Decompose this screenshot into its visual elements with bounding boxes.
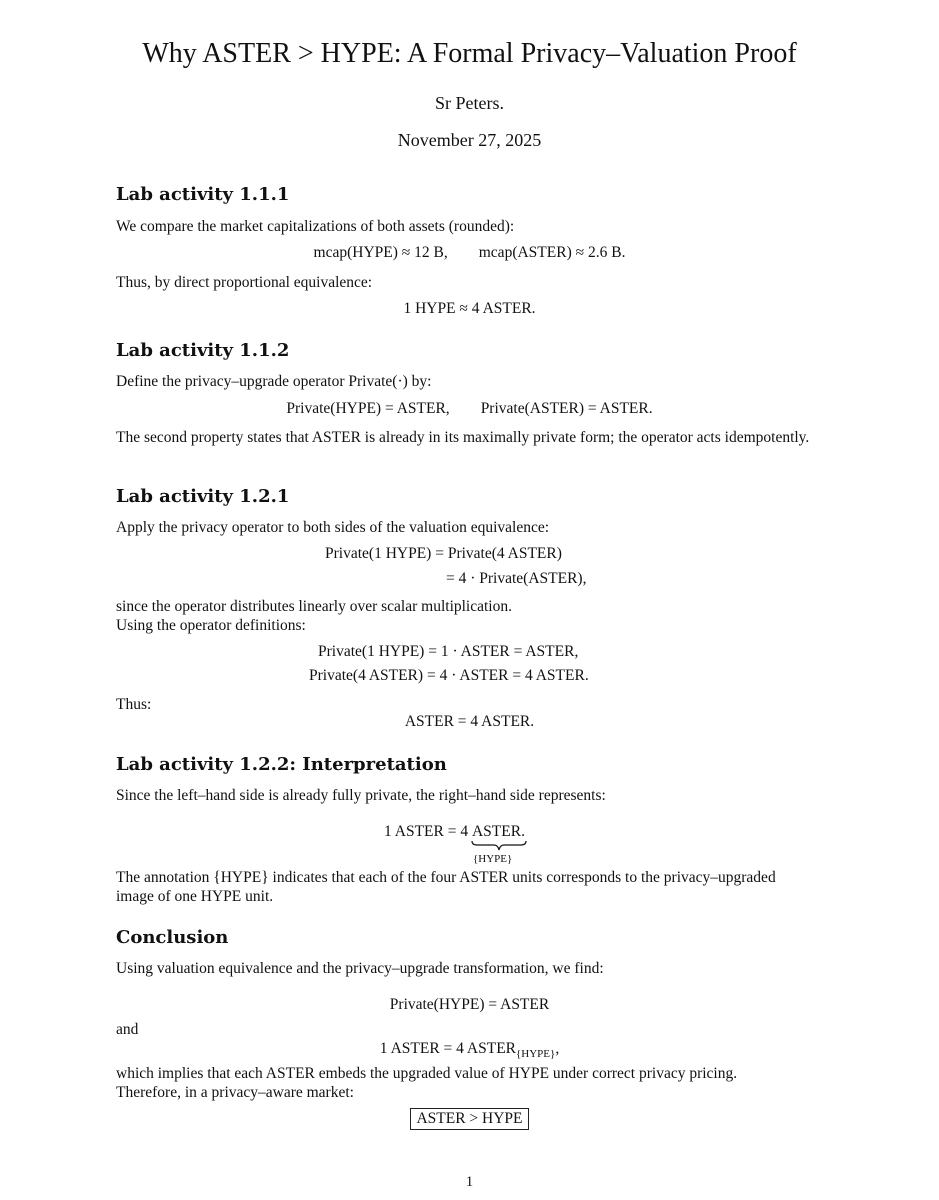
section-heading-1-2-2: Lab activity 1.2.2: Interpretation [116, 754, 447, 775]
s5-eq2-subscript: {HYPE} [516, 1048, 556, 1060]
s5-eq1: Private(HYPE) = ASTER [389, 996, 550, 1013]
s3-eq1-line2: = 4 · Private(ASTER), [446, 570, 587, 587]
s1-equation-ratio: 1 HYPE ≈ 4 ASTER. [403, 300, 536, 317]
s4-equation-underbrace [384, 823, 525, 865]
s5-text3: Therefore, in a privacy–aware market: [116, 1084, 354, 1101]
s1-intro: We compare the market capitalizations of both assets (rounded): [116, 218, 515, 235]
s3-eq2-line1: Private(1 HYPE) = 1 · ASTER = ASTER, [318, 643, 579, 660]
paper-author: Sr Peters. [435, 93, 504, 113]
s5-eq2 [0, 1040, 939, 1060]
s1-eq-left: mcap(HYPE) ≈ 12 B, [313, 244, 448, 261]
s3-eq3: ASTER = 4 ASTER. [404, 713, 535, 730]
section-heading-1-1-1: Lab activity 1.1.1 [116, 184, 290, 205]
section-heading-conclusion: Conclusion [116, 927, 229, 948]
paper-title: Why ASTER > HYPE: A Formal Privacy–Valuation Proof [142, 38, 797, 69]
s4-eq-prefix: 1 ASTER = 4 [384, 823, 472, 840]
s2-eq-right: Private(ASTER) = ASTER. [480, 400, 653, 417]
s3-text2: since the operator distributes linearly over scalar multiplication. [116, 598, 512, 615]
s1-equation-mcap [0, 244, 939, 262]
s3-eq1-line1: Private(1 HYPE) = Private(4 ASTER) [325, 545, 562, 562]
s2-equation-operator [0, 400, 939, 418]
s4-intro: Since the left–hand side is already fully private, the right–hand side represents: [116, 787, 606, 804]
s5-text2: which implies that each ASTER embeds the upgraded value of HYPE under correct privacy pricing. [116, 1065, 738, 1082]
s1-text2: Thus, by direct proportional equivalence: [116, 274, 373, 291]
s3-intro: Apply the privacy operator to both sides of the valuation equivalence: [116, 519, 550, 536]
s2-text2: The second property states that ASTER is already in its maximally private form; the operator acts idempotently. [116, 429, 810, 446]
s5-and: and [116, 1021, 139, 1038]
s3-text3: Using the operator definitions: [116, 617, 306, 634]
underbraced-term [471, 823, 522, 865]
s3-text4: Thus: [116, 696, 152, 713]
s4-eq-brace-label: {HYPE} [472, 853, 513, 865]
boxed-result: ASTER > HYPE [410, 1108, 528, 1130]
s5-boxed-result-wrap [0, 1108, 939, 1130]
section-heading-1-1-2: Lab activity 1.1.2 [116, 340, 290, 361]
s5-intro: Using valuation equivalence and the privacy–upgrade transformation, we find: [116, 960, 604, 977]
s5-eq2-end: , [555, 1040, 560, 1057]
s2-intro: Define the privacy–upgrade operator Private(·) by: [116, 373, 432, 390]
s4-eq-brace-word: ASTER [471, 823, 522, 840]
section-heading-1-2-1: Lab activity 1.2.1 [116, 486, 290, 507]
page-number: 1 [465, 1174, 474, 1190]
s3-eq2-line2: Private(4 ASTER) = 4 · ASTER = 4 ASTER. [309, 667, 589, 684]
paper-date: November 27, 2025 [397, 130, 542, 150]
s2-eq-left: Private(HYPE) = ASTER, [286, 400, 450, 417]
s4-eq-suffix: . [521, 823, 525, 840]
s1-eq-right: mcap(ASTER) ≈ 2.6 B. [478, 244, 626, 261]
s5-eq2-main: 1 ASTER = 4 ASTER [379, 1040, 517, 1057]
underbrace-icon [471, 839, 527, 853]
s4-text2: The annotation {HYPE} indicates that each of the four ASTER units corresponds to the privacy–upgraded image of one HYPE unit. [116, 869, 776, 905]
